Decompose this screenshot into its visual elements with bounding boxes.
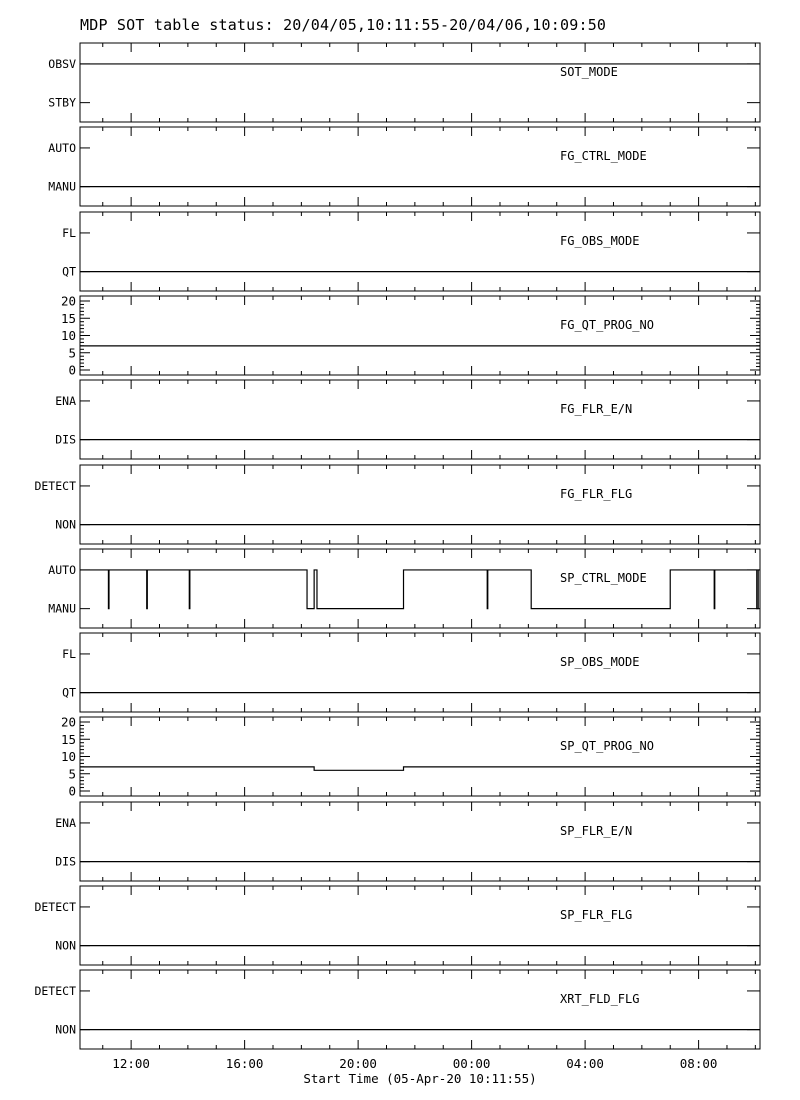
y-tick-label: DETECT: [34, 983, 76, 998]
panel-label-sp-qt-prog-no: SP_QT_PROG_NO: [560, 739, 654, 753]
panel-frame-sp-ctrl-mode: [80, 549, 760, 628]
y-tick-label: 10: [60, 328, 76, 343]
x-tick-label: 16:00: [225, 1056, 264, 1071]
panel-frame-fg-qt-prog-no: [80, 296, 760, 375]
x-tick-label: 04:00: [566, 1056, 604, 1071]
series-line-sp-qt-prog-no: [80, 767, 760, 770]
y-tick-label: QT: [62, 264, 76, 279]
panel-label-sot-mode: SOT_MODE: [560, 65, 618, 79]
y-tick-label: DIS: [55, 854, 76, 869]
y-tick-label: MANU: [48, 179, 76, 194]
y-tick-label: 20: [60, 714, 76, 730]
y-tick-label: FL: [62, 225, 76, 240]
panel-frame-sot-mode: [80, 43, 760, 122]
panel-frame-xrt-fld-flg: [80, 970, 760, 1049]
y-tick-label: 5: [68, 766, 76, 782]
y-tick-label: DIS: [55, 432, 76, 447]
y-tick-label: AUTO: [48, 562, 76, 577]
series-line-sp-ctrl-mode: [80, 570, 760, 609]
page-title: MDP SOT table status: 20/04/05,10:11:55-20/04/06,10:09:50: [80, 16, 607, 34]
y-tick-label: OBSV: [48, 56, 76, 71]
x-tick-label: 00:00: [452, 1056, 491, 1071]
panel-label-sp-obs-mode: SP_OBS_MODE: [560, 655, 640, 669]
y-tick-label: ENA: [55, 393, 76, 408]
panel-frame-sp-obs-mode: [80, 633, 760, 712]
panel-label-sp-flr-e-n: SP_FLR_E/N: [560, 824, 633, 838]
panel-frame-sp-qt-prog-no: [80, 717, 760, 796]
panel-label-fg-flr-flg: FG_FLR_FLG: [560, 487, 633, 501]
y-tick-label: FL: [62, 646, 76, 661]
panel-frame-fg-obs-mode: [80, 212, 760, 291]
y-tick-label: 15: [60, 731, 76, 747]
y-tick-label: DETECT: [34, 478, 76, 493]
y-tick-label: ENA: [55, 815, 76, 830]
panel-label-fg-obs-mode: FG_OBS_MODE: [560, 234, 640, 248]
y-tick-label: MANU: [48, 601, 76, 616]
y-tick-label: 0: [68, 362, 76, 378]
y-tick-label: STBY: [48, 95, 76, 110]
panel-label-fg-ctrl-mode: FG_CTRL_MODE: [560, 149, 647, 163]
panel-frame-sp-flr-flg: [80, 886, 760, 965]
panel-label-sp-ctrl-mode: SP_CTRL_MODE: [560, 571, 647, 585]
y-tick-label: 10: [60, 749, 76, 764]
y-tick-label: DETECT: [34, 899, 76, 914]
y-tick-label: AUTO: [48, 140, 76, 155]
panel-label-sp-flr-flg: SP_FLR_FLG: [560, 908, 633, 922]
y-tick-label: 15: [60, 310, 76, 326]
panel-label-xrt-fld-flg: XRT_FLD_FLG: [560, 992, 640, 1006]
y-tick-label: QT: [62, 685, 76, 700]
panel-frame-sp-flr-e-n: [80, 802, 760, 881]
panel-frame-fg-flr-e-n: [80, 380, 760, 459]
y-tick-label: 0: [68, 783, 76, 799]
y-tick-label: 5: [68, 345, 76, 361]
x-tick-label: 12:00: [112, 1056, 150, 1071]
x-tick-label: 08:00: [679, 1056, 718, 1071]
y-tick-label: NON: [55, 1022, 76, 1037]
x-axis-title: Start Time (05-Apr-20 10:11:55): [303, 1071, 537, 1086]
y-tick-label: NON: [55, 517, 76, 532]
panel-frame-fg-ctrl-mode: [80, 127, 760, 206]
x-tick-label: 20:00: [339, 1056, 377, 1071]
panel-frame-fg-flr-flg: [80, 465, 760, 544]
y-tick-label: 20: [60, 293, 76, 309]
panel-label-fg-qt-prog-no: FG_QT_PROG_NO: [560, 318, 654, 332]
y-tick-label: NON: [55, 938, 76, 953]
panel-label-fg-flr-e-n: FG_FLR_E/N: [560, 402, 633, 416]
